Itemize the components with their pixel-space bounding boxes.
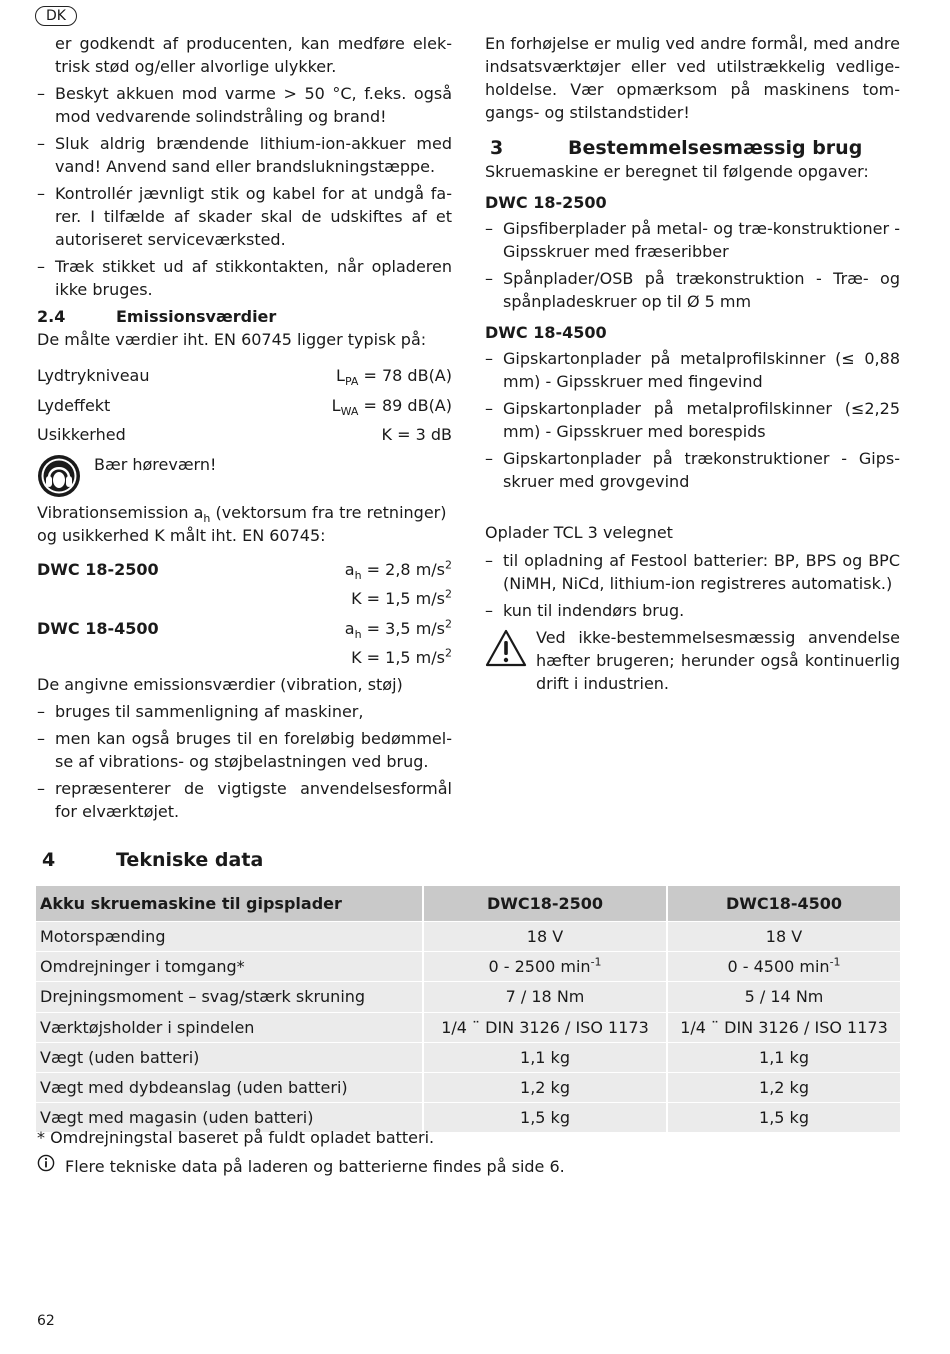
emission-intro: De angivne emissionsværdier (vibration, støj) [37,674,403,694]
table-row: Vægt (uden batteri) 1,1 kg 1,1 kg [36,1042,900,1072]
table-row: Omdrejninger i tomgang* 0 - 2500 $\min^{-1}$ 0 - 4500 $\min^{-1}$ [36,952,900,982]
table-header-row [36,886,900,922]
table-row: Vægt med magasin (uden batteri) 1,5 kg 1,5 kg [36,1103,900,1133]
table-row: Værktøjsholder i spindelen 1/4 ¨ DIN 3126 / ISO 1173 1/4 ¨ DIN 3126 / ISO 1173 [36,1012,900,1042]
table-header-cell: DWC18-2500 [423,886,667,922]
ear-protection-note: Bær høreværn! [37,453,452,501]
section-intro: Skruemaskine er beregnet til følgende opgaver: [485,162,869,181]
list-item: – Sluk aldrig brændende lithium-ion-akkuer med vand! Anvend sand eller brandslukningstæppe. [37,134,452,176]
info-icon [37,1154,57,1178]
language-badge: DK [35,6,77,26]
list-item: – Kontrollér jævnligt stik og kabel for at undgå farer. I tilfælde af skader skal de udskiftes af et autoriseret serviceværksted. [37,184,452,249]
page-number: 62 [37,1313,55,1329]
list-item: – Træk stikket ud af stikkontakten, når opladeren ikke bruges. [37,257,452,299]
vibration-row: K = 1,5 $m/s^2$ [351,646,452,667]
noise-row: Lydeffekt $L_{WA} = 89$ dB(A) [37,395,452,418]
vibration-intro: Vibrationsemission $a_h$ (vektorsum fra tre retninger) og usikkerhed K målt iht. EN 60745: [37,502,447,545]
left-column [37,32,452,827]
warning-note: Ved ikke-bestemmelsesmæssig anvendelse hæfter brugeren; herunder også kontinuerlig drift i industrien. [485,626,900,695]
list-item: – til opladning af Festool batterier: BP, BPS og BPC (NiMH, NiCd, lithium-ion registreres automatisk.) [485,551,900,593]
noise-row: Usikkerhed K = 3 dB [37,425,452,444]
table-row: Vægt med dybdeanslag (uden batteri) 1,2 kg 1,2 kg [36,1072,900,1102]
charger-intro: Oplader TCL 3 velegnet [485,523,673,542]
list-item: – Gipsfiberplader på metal- og træ-konstruktioner - Gipsskruer med fræseribber [485,219,900,261]
continued-text: er godkendt af producenten, kan medføre elektrisk stød og/eller alvorlige ulykker. [55,34,452,76]
tech-data-table [36,886,900,1132]
table-row: Drejningsmoment – svag/stærk skruning 7 / 18 Nm 5 / 14 Nm [36,982,900,1012]
list-item: – Beskyt akkuen mod varme > 50 °C, f.eks. også mod vedvarende solindstråling og brand! [37,84,452,126]
vibration-row: DWC 18-2500 $a_h = 2,8$ $m/s^2$ [37,558,452,582]
section-heading-4: 4 Tekniske data [42,849,264,871]
list-item: – kun til indendørs brug. [485,601,685,620]
list-item: – bruges til sammenligning af maskiner, [37,701,364,721]
list-item: – repræsenterer de vigtigste anvendelsesformål for elværktøjet. [37,778,452,821]
list-item: – Gipskartonplader på trækonstruktioner - Gipsskruer med grovgevind [485,449,900,491]
table-header-cell: DWC18-4500 [667,886,900,922]
table-footnote: * Omdrejningstal baseret på fuldt opladet batteri. [37,1128,435,1147]
vibration-row: K = 1,5 $m/s^2$ [351,587,452,608]
section-heading-3: 3 Bestemmelsesmæssig brug [490,137,863,159]
list-item: – Gipskartonplader på metalprofilskinner (≤ 0,88 mm) - Gipsskruer med fingevind [485,349,900,391]
warning-icon [485,629,527,673]
intro-text: En forhøjelse er mulig ved andre formål, med andre indsatsværktøjer eller ved utilstrækkelig vedligeholdelse. Vær opmærksom på maskinens tomgangs- og stilstandstider! [485,34,900,122]
vibration-row: DWC 18-4500 $a_h = 3,5$ $m/s^2$ [37,617,452,641]
right-column [485,32,900,695]
ear-protection-icon [37,454,81,504]
info-note: Flere tekniske data på laderen og batterierne findes på side 6. [37,1154,565,1178]
table-header-cell: Akku skruemaskine til gipsplader [36,886,423,922]
list-item: – men kan også bruges til en foreløbig bedømmelse af vibrations- og støjbelastningen ved brug. [37,728,452,771]
section-intro: De målte værdier iht. EN 60745 ligger typisk på: [37,330,427,349]
model-heading: DWC 18-4500 [485,323,607,342]
list-item: – Gipskartonplader på metalprofilskinner (≤2,25 mm) - Gipsskruer med borespids [485,399,900,441]
table-row: Motorspænding 18 V 18 V [36,922,900,952]
list-item: – Spånplader/OSB på trækonstruktion - Træ- og spånpladeskruer op til Ø 5 mm [485,269,900,311]
noise-row: Lydtrykniveau $L_{PA} = 78$ dB(A) [37,366,452,389]
section-heading-2-4: 2.4 Emissionsværdier [37,307,277,326]
model-heading: DWC 18-2500 [485,193,607,212]
